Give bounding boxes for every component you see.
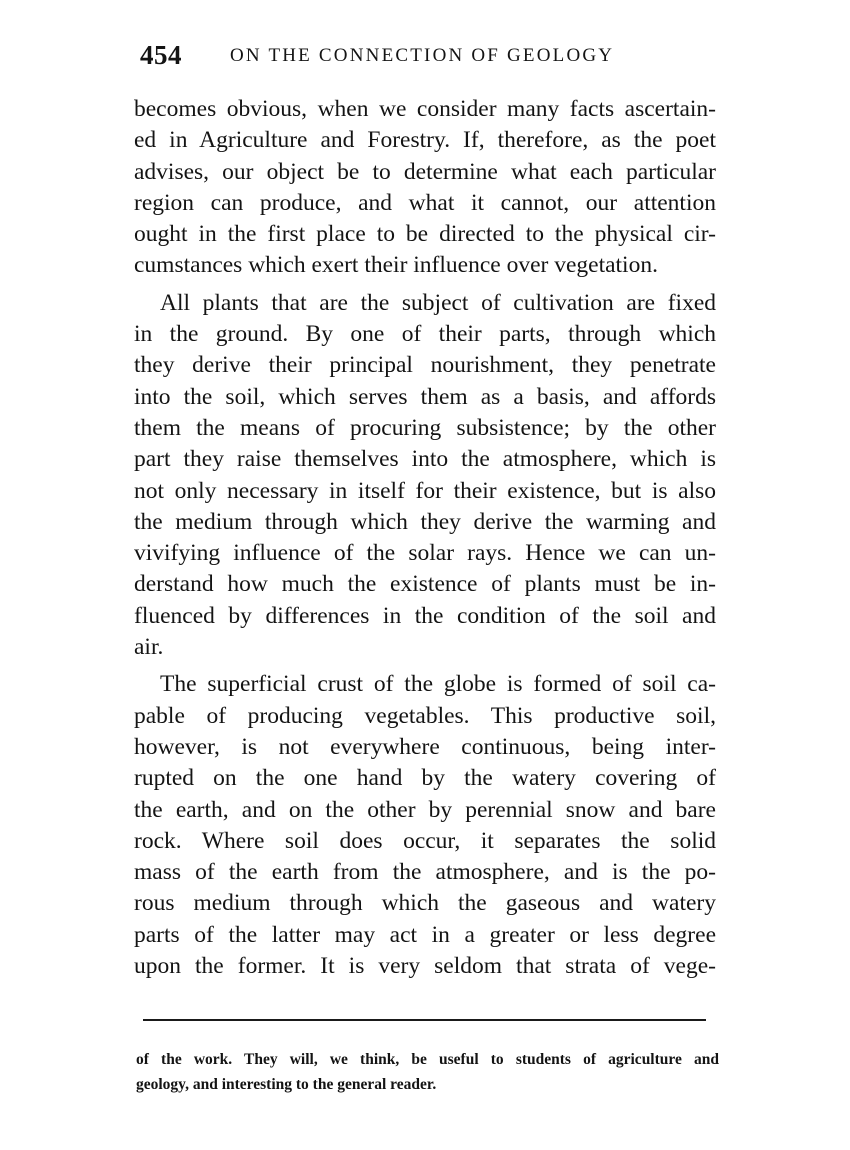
text-line: rock. Where soil does occur, it separates the solid: [134, 827, 716, 854]
text-line: part they raise themselves into the atmosphere, which is: [134, 446, 716, 473]
text-line: air.: [134, 634, 164, 661]
text-line: parts of the latter may act in a greater or less degree: [134, 921, 716, 948]
page-number: 454: [140, 40, 182, 70]
footnote-rule: [143, 1019, 706, 1021]
text-line: pable of producing vegetables. This productive soil,: [134, 702, 716, 729]
footnote: [136, 1047, 719, 1097]
text-line: them the means of procuring subsistence; by the other: [134, 414, 716, 441]
text-line: vivifying influence of the solar rays. Hence we can un-: [134, 540, 716, 567]
text-line: the medium through which they derive the warming and: [134, 508, 716, 535]
text-line: region can produce, and what it cannot, our attention: [134, 189, 716, 216]
text-line: cumstances which exert their influence over vegetation.: [134, 252, 658, 279]
text-line: advises, our object be to determine what each particular: [134, 158, 716, 185]
paragraph-2: [134, 288, 716, 664]
text-line: not only necessary in itself for their existence, but is also: [134, 477, 716, 504]
text-line: All plants that are the subject of cultivation are fixed: [160, 289, 716, 316]
body-text: [134, 94, 716, 982]
text-line: the earth, and on the other by perennial snow and bare: [134, 796, 716, 823]
text-line: ed in Agriculture and Forestry. If, therefore, as the poet: [134, 127, 716, 154]
page-header: [140, 40, 720, 76]
text-line: into the soil, which serves them as a basis, and affords: [134, 383, 716, 410]
text-line: The superficial crust of the globe is formed of soil ca-: [160, 671, 716, 698]
text-line: derstand how much the existence of plants must be in-: [134, 571, 716, 598]
footnote-line: geology, and interesting to the general reader.: [136, 1076, 437, 1093]
text-line: they derive their principal nourishment, they penetrate: [134, 352, 716, 379]
text-line: becomes obvious, when we consider many facts ascertain-: [134, 96, 716, 122]
text-line: rous medium through which the gaseous and watery: [134, 890, 716, 917]
text-line: mass of the earth from the atmosphere, and is the po-: [134, 859, 716, 886]
text-line: ought in the first place to be directed to the physical cir-: [134, 221, 716, 248]
text-line: fluenced by differences in the condition of the soil and: [134, 602, 716, 629]
text-line: rupted on the one hand by the watery covering of: [134, 765, 716, 792]
paragraph-3: [134, 669, 716, 982]
text-line: however, is not everywhere continuous, being inter-: [134, 733, 716, 760]
text-line: in the ground. By one of their parts, through which: [134, 321, 716, 348]
running-title: ON THE CONNECTION OF GEOLOGY: [230, 45, 615, 66]
text-line: upon the former. It is very seldom that strata of vege-: [134, 953, 716, 980]
footnote-line: of the work. They will, we think, be useful to students of agriculture and: [136, 1051, 719, 1068]
paragraph-1: [134, 94, 716, 282]
